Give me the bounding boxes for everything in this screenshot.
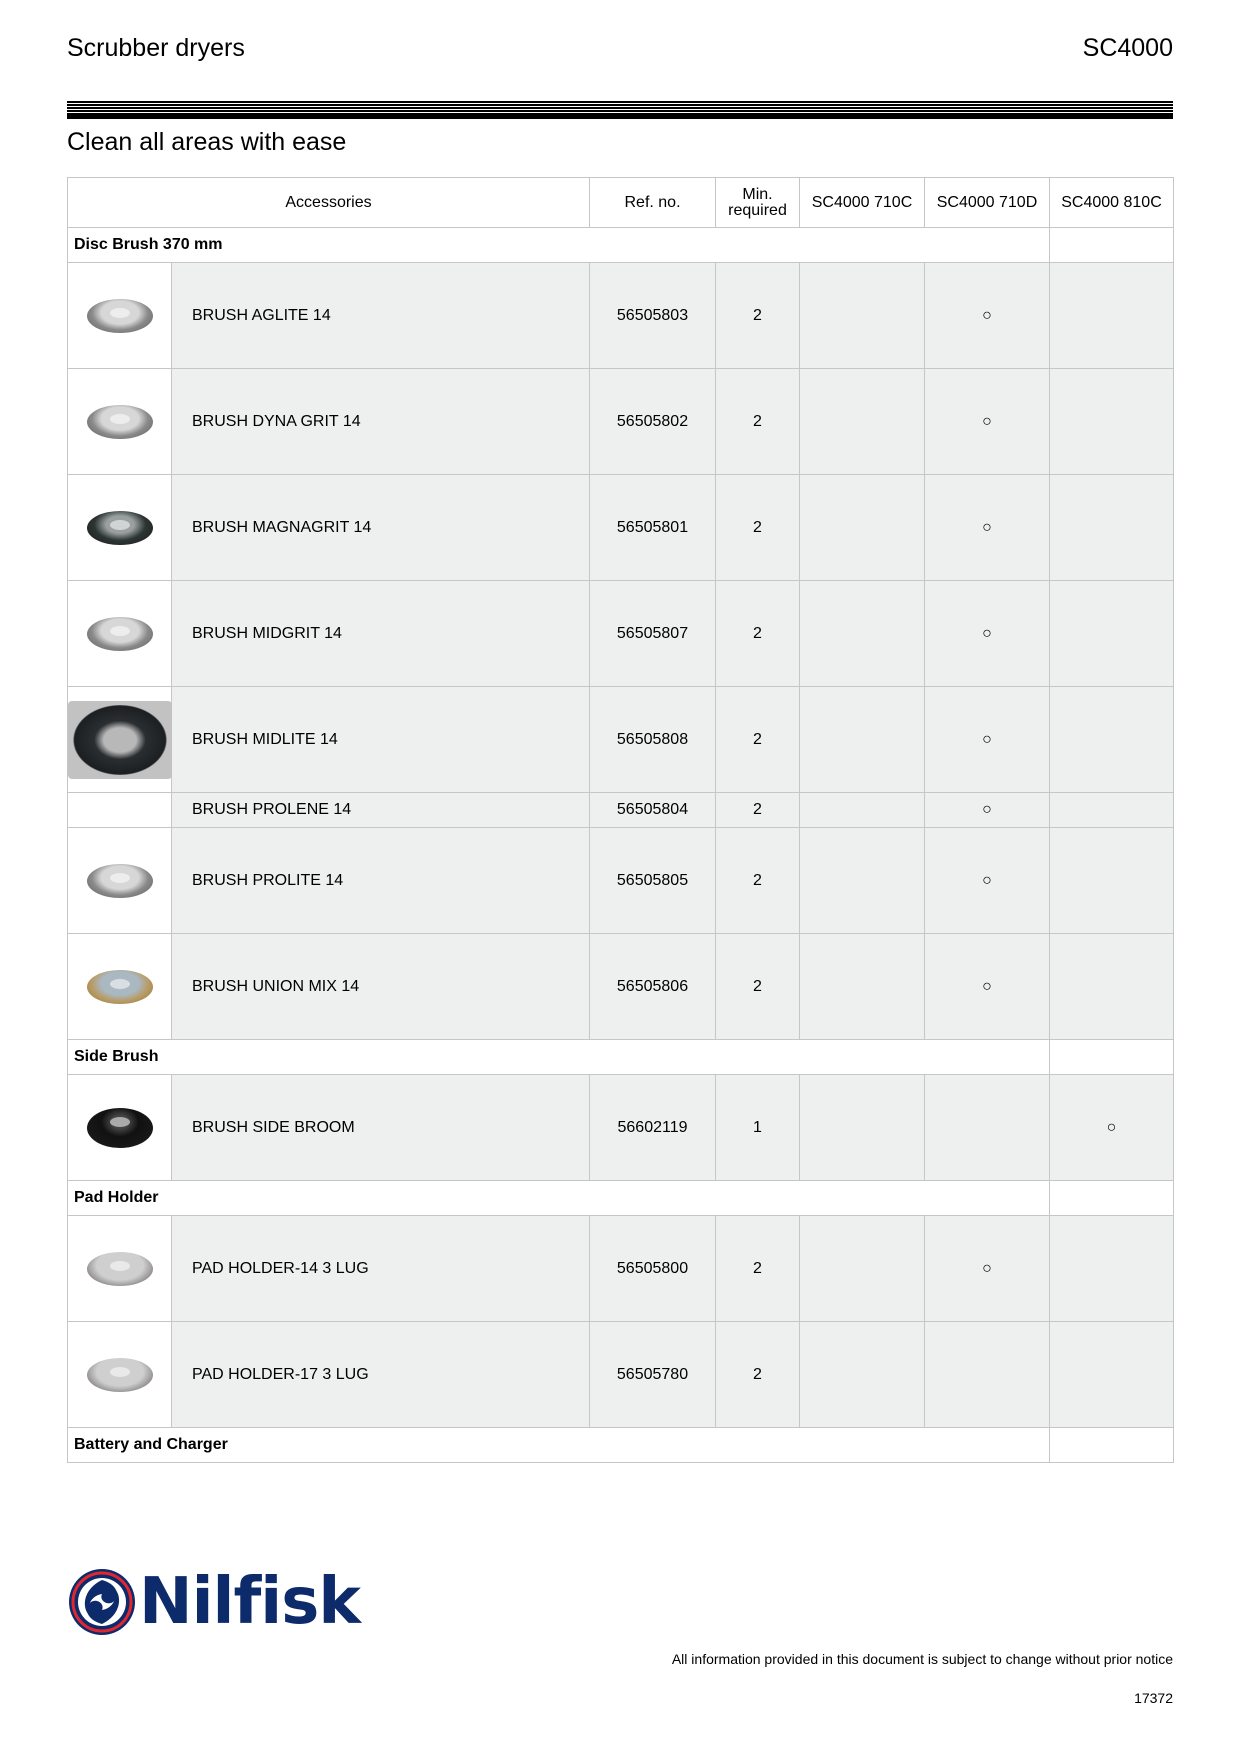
- item-ref: 56505802: [590, 369, 716, 475]
- footer-disclaimer: All information provided in this document is subject to change without prior notice: [671, 1651, 1173, 1667]
- disc-brush-image: [87, 617, 153, 651]
- accessories-table: [67, 177, 1174, 1463]
- section-label: Pad Holder: [68, 1181, 1050, 1216]
- item-fit-710d: ○: [925, 475, 1050, 581]
- item-ref: 56505807: [590, 581, 716, 687]
- item-name: BRUSH MAGNAGRIT 14: [172, 475, 590, 581]
- item-name: BRUSH MIDGRIT 14: [172, 581, 590, 687]
- item-fit-810c: [1050, 1322, 1174, 1428]
- pad-holder-image: [87, 1358, 153, 1392]
- footer-doc-number: 17372: [1134, 1690, 1173, 1706]
- section-label: Side Brush: [68, 1040, 1050, 1075]
- item-name: BRUSH MIDLITE 14: [172, 687, 590, 793]
- logo-wordmark: Nilfisk: [139, 1565, 360, 1639]
- item-min: 2: [716, 263, 800, 369]
- item-fit-810c: [1050, 687, 1174, 793]
- table-row: [68, 1075, 1174, 1181]
- item-ref: 56505808: [590, 687, 716, 793]
- disc-brush-image: [87, 299, 153, 333]
- item-fit-710c: [800, 1216, 925, 1322]
- table-row: [68, 1216, 1174, 1322]
- header-divider: [67, 101, 1173, 119]
- item-name: BRUSH UNION MIX 14: [172, 934, 590, 1040]
- item-name: PAD HOLDER-14 3 LUG: [172, 1216, 590, 1322]
- item-ref: 56602119: [590, 1075, 716, 1181]
- item-ref: 56505800: [590, 1216, 716, 1322]
- table-row: [68, 934, 1174, 1040]
- item-min: 2: [716, 475, 800, 581]
- item-fit-710d: ○: [925, 934, 1050, 1040]
- item-fit-710c: [800, 475, 925, 581]
- item-min: 2: [716, 934, 800, 1040]
- item-min: 2: [716, 581, 800, 687]
- item-fit-710d: ○: [925, 687, 1050, 793]
- item-fit-710c: [800, 1322, 925, 1428]
- item-fit-710d: ○: [925, 828, 1050, 934]
- nilfisk-swirl-icon: [67, 1566, 137, 1638]
- section-label: Battery and Charger: [68, 1428, 1050, 1463]
- nilfisk-logo: [67, 1565, 360, 1639]
- item-fit-710c: [800, 828, 925, 934]
- disc-brush-image: [87, 864, 153, 898]
- table-row: [68, 793, 1174, 828]
- item-fit-710d: ○: [925, 263, 1050, 369]
- item-ref: 56505801: [590, 475, 716, 581]
- table-row: [68, 687, 1174, 793]
- item-min: 2: [716, 1216, 800, 1322]
- item-fit-810c: [1050, 263, 1174, 369]
- item-min: 2: [716, 369, 800, 475]
- item-fit-710c: [800, 263, 925, 369]
- item-name: BRUSH DYNA GRIT 14: [172, 369, 590, 475]
- item-ref: 56505803: [590, 263, 716, 369]
- item-fit-810c: [1050, 1216, 1174, 1322]
- item-name: BRUSH PROLITE 14: [172, 828, 590, 934]
- item-min: 1: [716, 1075, 800, 1181]
- section-row: [68, 228, 1174, 263]
- item-fit-810c: [1050, 475, 1174, 581]
- item-ref: 56505805: [590, 828, 716, 934]
- col-ref: Ref. no.: [590, 178, 716, 228]
- item-name: PAD HOLDER-17 3 LUG: [172, 1322, 590, 1428]
- item-ref: 56505806: [590, 934, 716, 1040]
- col-min: [716, 178, 800, 228]
- item-fit-710d: ○: [925, 793, 1050, 828]
- table-header-row: [68, 178, 1174, 228]
- item-fit-710d: ○: [925, 369, 1050, 475]
- item-fit-710c: [800, 687, 925, 793]
- header-category: Scrubber dryers: [67, 34, 245, 62]
- item-name: BRUSH PROLENE 14: [172, 793, 590, 828]
- item-fit-710d: ○: [925, 581, 1050, 687]
- item-min: 2: [716, 828, 800, 934]
- side-broom-image: [87, 1108, 153, 1148]
- col-min-line1: Min.: [742, 185, 773, 203]
- item-min: 2: [716, 793, 800, 828]
- pad-holder-image: [87, 1252, 153, 1286]
- item-fit-710c: [800, 793, 925, 828]
- table-row: [68, 581, 1174, 687]
- item-fit-710d: ○: [925, 1216, 1050, 1322]
- disc-brush-image: [87, 970, 153, 1004]
- item-fit-710d: [925, 1322, 1050, 1428]
- table-row: [68, 263, 1174, 369]
- item-min: 2: [716, 687, 800, 793]
- page-subtitle: Clean all areas with ease: [67, 128, 347, 156]
- item-fit-810c: [1050, 369, 1174, 475]
- col-min-line2: required: [728, 201, 787, 219]
- col-model-710c: SC4000 710C: [800, 178, 925, 228]
- table-row: [68, 828, 1174, 934]
- item-name: BRUSH SIDE BROOM: [172, 1075, 590, 1181]
- item-name: BRUSH AGLITE 14: [172, 263, 590, 369]
- section-row: [68, 1181, 1174, 1216]
- table-row: [68, 475, 1174, 581]
- item-ref: 56505780: [590, 1322, 716, 1428]
- item-fit-710c: [800, 1075, 925, 1181]
- disc-brush-image: [87, 405, 153, 439]
- item-fit-710c: [800, 581, 925, 687]
- col-model-710d: SC4000 710D: [925, 178, 1050, 228]
- item-ref: 56505804: [590, 793, 716, 828]
- col-accessories: Accessories: [68, 178, 590, 228]
- item-fit-710c: [800, 934, 925, 1040]
- table-row: [68, 369, 1174, 475]
- item-fit-710c: [800, 369, 925, 475]
- item-fit-810c: [1050, 581, 1174, 687]
- item-min: 2: [716, 1322, 800, 1428]
- item-fit-810c: ○: [1050, 1075, 1174, 1181]
- header-model: SC4000: [1082, 34, 1173, 62]
- disc-brush-image: [87, 511, 153, 545]
- item-fit-810c: [1050, 934, 1174, 1040]
- section-label: Disc Brush 370 mm: [68, 228, 1050, 263]
- item-fit-710d: [925, 1075, 1050, 1181]
- item-fit-810c: [1050, 793, 1174, 828]
- section-row: [68, 1040, 1174, 1075]
- disc-brush-image: [68, 701, 172, 779]
- col-model-810c: SC4000 810C: [1050, 178, 1174, 228]
- table-row: [68, 1322, 1174, 1428]
- item-fit-810c: [1050, 828, 1174, 934]
- section-row: [68, 1428, 1174, 1463]
